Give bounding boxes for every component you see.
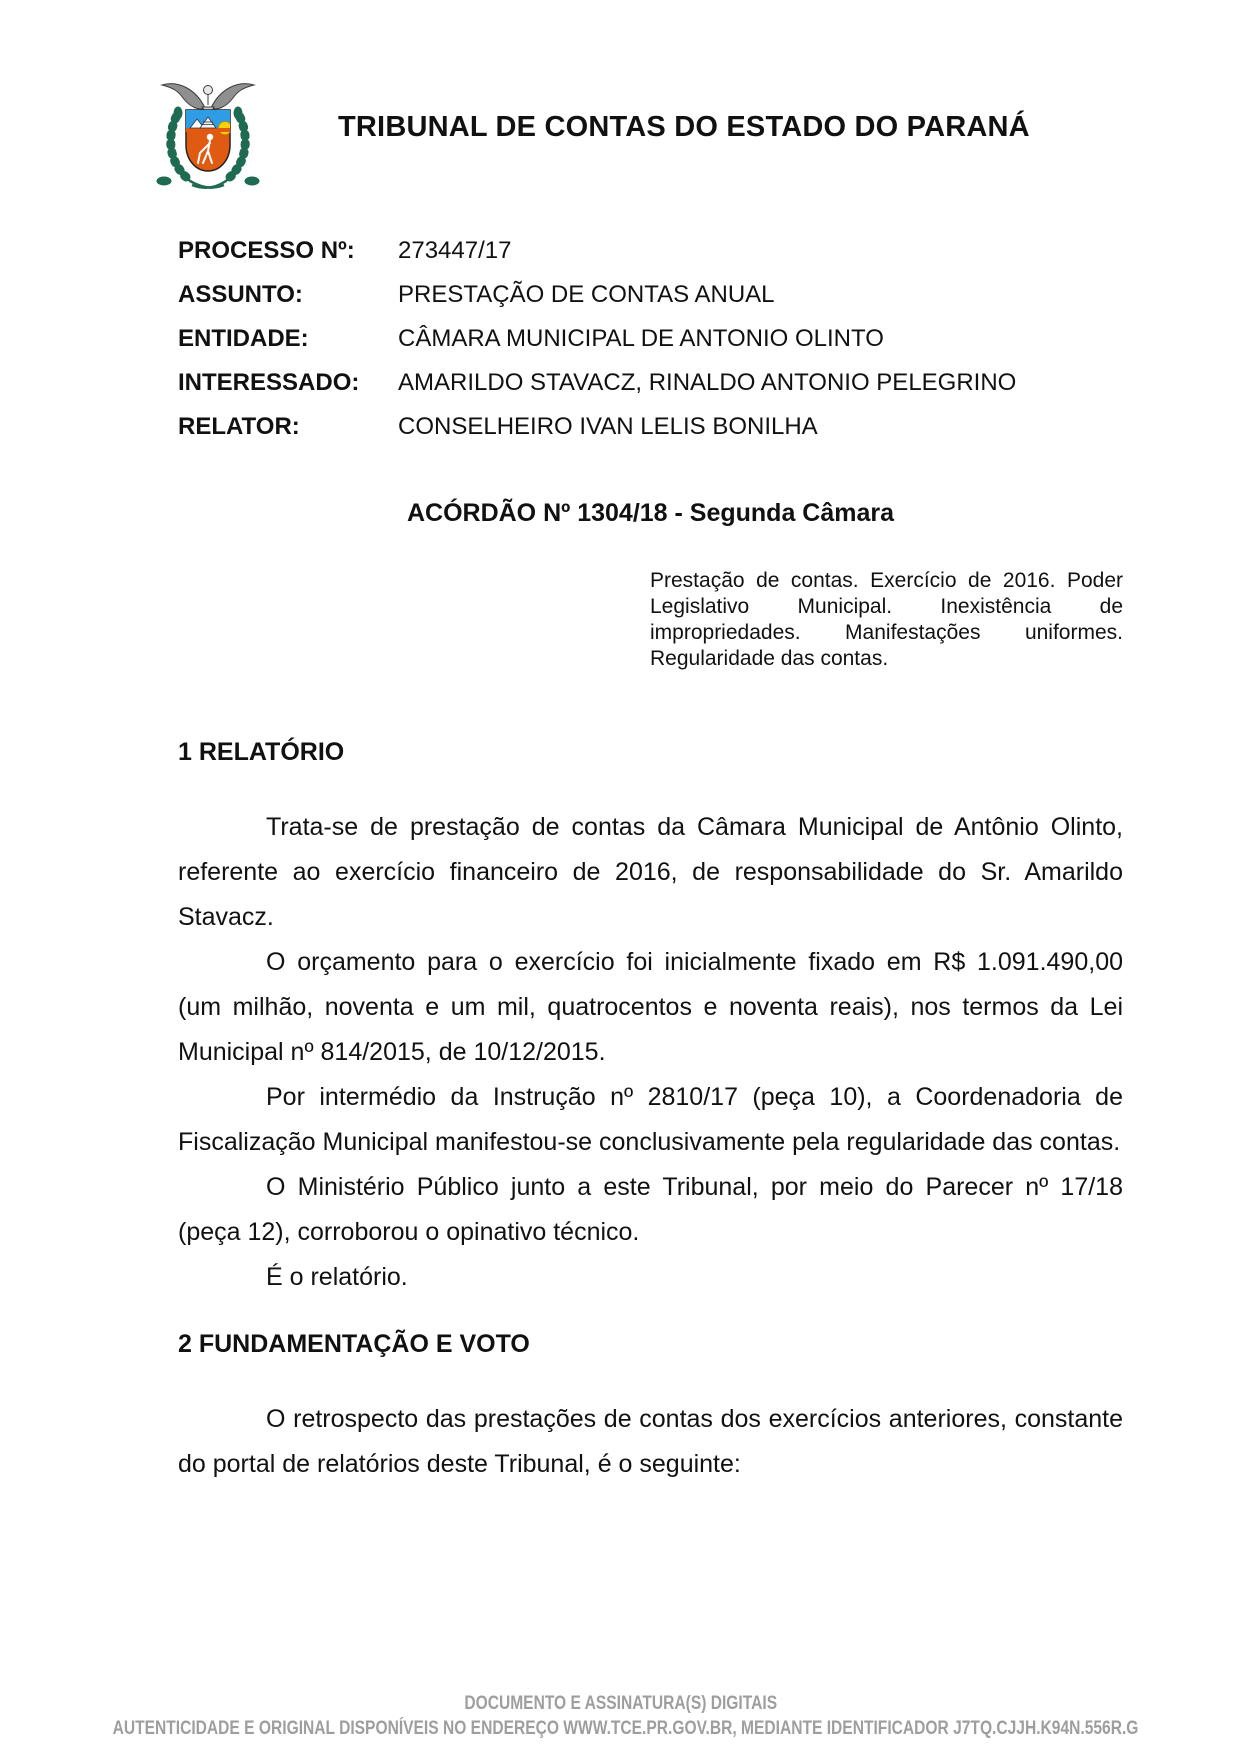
- paragraph: O retrospecto das prestações de contas dos exercícios anteriores, constante do portal de relatórios deste Tribunal, é o seguinte:: [178, 1405, 1123, 1478]
- document-header: [178, 75, 1123, 195]
- ementa-summary: Prestação de contas. Exercício de 2016. Poder Legislativo Municipal. Inexistência de impropriedades. Manifestações uniformes. Regularidade das contas.: [650, 569, 1123, 670]
- meta-label: ASSUNTO:: [178, 281, 303, 308]
- section-heading-relatorio: 1 RELATÓRIO: [178, 738, 345, 766]
- acordao-heading: ACÓRDÃO Nº 1304/18 - Segunda Câmara: [406, 499, 895, 527]
- document-content: [178, 75, 1123, 1487]
- paragraph: É o relatório.: [266, 1263, 408, 1291]
- meta-value: PRESTAÇÃO DE CONTAS ANUAL: [398, 281, 775, 308]
- paragraph: Trata-se de prestação de contas da Câmara Municipal de Antônio Olinto, referente ao exercício financeiro de 2016, de responsabilidade do Sr. Amarildo Stavacz.: [178, 813, 1123, 931]
- section-body-fundamentacao: [178, 1397, 1123, 1487]
- parana-coat-of-arms-logo: [152, 77, 264, 195]
- paragraph: O Ministério Público junto a este Tribunal, por meio do Parecer nº 17/18 (peça 12), corroborou o opinativo técnico.: [178, 1173, 1123, 1246]
- paragraph: Por intermédio da Instrução nº 2810/17 (peça 10), a Coordenadoria de Fiscalização Municipal manifestou-se conclusivamente pela regularidade das contas.: [178, 1083, 1123, 1156]
- meta-label: ENTIDADE:: [178, 325, 309, 352]
- meta-value: AMARILDO STAVACZ, RINALDO ANTONIO PELEGRINO: [398, 369, 1017, 396]
- page-title: TRIBUNAL DE CONTAS DO ESTADO DO PARANÁ: [338, 111, 1030, 143]
- meta-row-processo: [178, 229, 1123, 273]
- section-heading-fundamentacao: 2 FUNDAMENTAÇÃO E VOTO: [178, 1330, 530, 1358]
- meta-label: RELATOR:: [178, 413, 300, 440]
- meta-row-relator: [178, 405, 1123, 449]
- meta-row-assunto: [178, 273, 1123, 317]
- digital-signature-footer: [0, 1691, 1241, 1741]
- meta-row-interessado: [178, 361, 1123, 405]
- shield-icon: [186, 110, 232, 171]
- paragraph: O orçamento para o exercício foi inicialmente fixado em R$ 1.091.490,00 (um milhão, noventa e um mil, quatrocentos e noventa reais), nos termos da Lei Municipal nº 814/2015, de 10/12/2015.: [178, 948, 1123, 1066]
- meta-label: PROCESSO Nº:: [178, 237, 355, 264]
- footer-line-2: AUTENTICIDADE E ORIGINAL DISPONÍVEIS NO ENDEREÇO WWW.TCE.PR.GOV.BR, MEDIANTE IDENTIFICADOR J7TQ.CJJH.K94N.556R.G: [112, 1718, 1139, 1739]
- meta-row-entidade: [178, 317, 1123, 361]
- meta-value: CONSELHEIRO IVAN LELIS BONILHA: [398, 413, 818, 440]
- meta-value: 273447/17: [398, 237, 512, 264]
- meta-value: CÂMARA MUNICIPAL DE ANTONIO OLINTO: [398, 325, 884, 352]
- meta-label: INTERESSADO:: [178, 369, 360, 396]
- footer-line-1: DOCUMENTO E ASSINATURA(S) DIGITAIS: [464, 1693, 777, 1714]
- section-body-relatorio: [178, 805, 1123, 1300]
- process-metadata: [178, 229, 1123, 449]
